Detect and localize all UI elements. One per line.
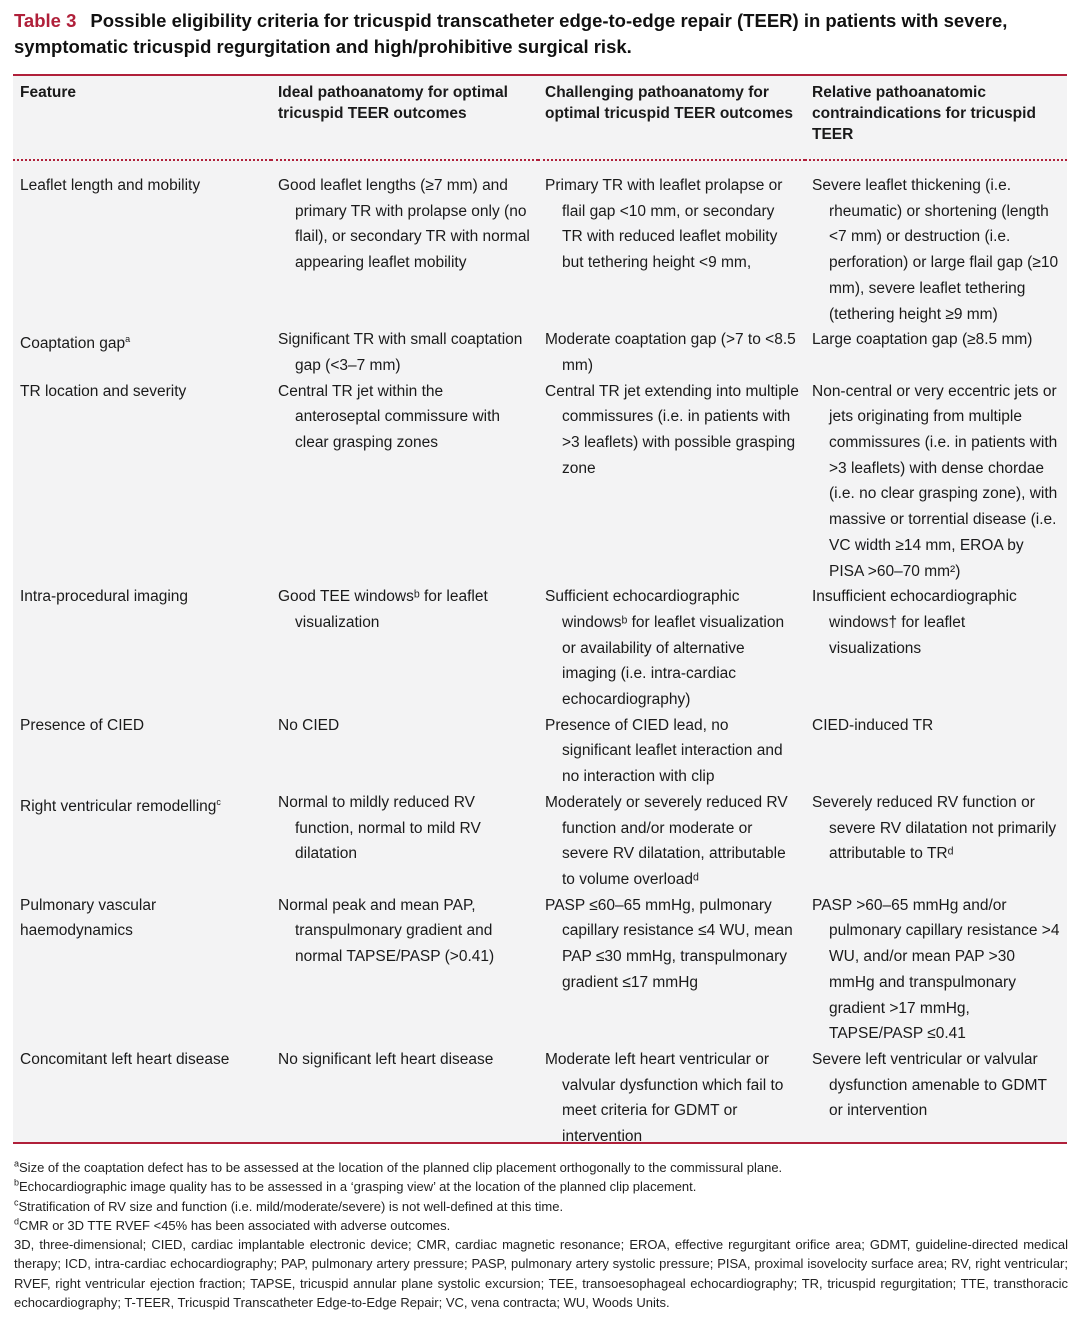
challenging-cell: Moderately or severely reduced RV function and/or moderate or severe RV dilatation, attributable to volume overloadᵈ <box>545 793 788 888</box>
ideal-cell: No CIED <box>278 716 340 734</box>
footnote: $^d$CMR or 3D TTE RVEF <45% has been associated with adverse outcomes. <box>14 1216 451 1233</box>
table-row <box>13 379 1067 585</box>
footnote: $^b$Echocardiographic image quality has to be assessed in a ‘grasping view’ at the location of the planned clip placement. <box>14 1177 697 1195</box>
criteria-table-container <box>13 74 1067 1144</box>
contra-cell: Severe left ventricular or valvular dysfunction amenable to GDMT or intervention <box>812 1050 1047 1120</box>
header-ideal: Ideal pathoanatomy for optimal tricuspid TEER outcomes <box>271 76 538 160</box>
footnote: $^c$Stratification of RV size and function (i.e. mild/moderate/severe) is not well-defined at this time. <box>14 1197 564 1214</box>
table-row <box>13 790 1067 893</box>
table-row <box>13 327 1067 378</box>
footnote: $^a$Size of the coaptation defect has to be assessed at the location of the planned clip placement orthogonally to the commissural plane. <box>14 1158 783 1175</box>
contra-cell: Non-central or very eccentric jets or jets originating from multiple commissures (i.e. in patients with >3 leaflets) with dense chordae (i.e. no clear grasping zone), with massive or torrential disease (i.e. VC width ≥14 mm, EROA by PISA >60–70 mm²) <box>812 382 1058 580</box>
table-caption <box>14 8 1066 60</box>
contra-cell: Severe leaflet thickening (i.e. rheumatic) or shortening (length <7 mm) or destruction (i.e. perforation) or large flail gap (≥10 mm), severe leaflet tethering (tethering height ≥9 mm) <box>812 177 1059 323</box>
ideal-cell: Good leaflet lengths (≥7 mm) and primary TR with prolapse only (no flail), or secondary TR with normal appearing leaflet mobility <box>278 177 530 272</box>
feature-cell: TR location and severity <box>20 382 187 400</box>
criteria-table <box>13 76 1067 1150</box>
feature-cell: Coaptation gap$^a$ <box>20 334 131 353</box>
abbreviations: 3D, three-dimensional; CIED, cardiac implantable electronic device; CMR, cardiac magnetic resonance; EROA, effective regurgitant orifice area; GDMT, guideline-directed medical therapy; ICD, intra-cardiac echocardiography; PAP, pulmonary artery pressure; PASP, pulmonary artery systolic pressure; PISA, proximal isovelocity surface area; RV, right ventricular; RVEF, right ventricular ejection fraction; TAPSE, tricuspid annular plane systolic excursion; TEE, transoesophageal echocardiography; TR, tricuspid regurgitation; TTE, transthoracic echocardiography; T-TEER, Tricuspid Transcatheter Edge-to-Edge Repair; VC, vena contracta; WU, Woods Units. <box>14 1237 1068 1311</box>
feature-cell: Right ventricular remodelling$^c$ <box>20 796 221 816</box>
table-title: Possible eligibility criteria for tricuspid transcatheter edge-to-edge repair (TEER) in patients with severe, symptomatic tricuspid regurgitation and high/prohibitive surgical risk. <box>14 10 1008 57</box>
table-row <box>13 1047 1067 1150</box>
header-challenging: Challenging pathoanatomy for optimal tricuspid TEER outcomes <box>538 76 805 160</box>
ideal-cell: Significant TR with small coaptation gap (<3–7 mm) <box>278 331 523 374</box>
contra-cell: Severely reduced RV function or severe RV dilatation not primarily attributable to TRᵈ <box>812 793 1057 863</box>
feature-cell: Concomitant left heart disease <box>20 1050 230 1068</box>
table-footnotes <box>14 1158 1068 1312</box>
feature-cell: Intra-procedural imaging <box>20 588 189 606</box>
challenging-cell: Primary TR with leaflet prolapse or flail gap <10 mm, or secondary TR with reduced leaflet mobility but tethering height <9 mm, <box>545 177 783 272</box>
ideal-cell: Normal peak and mean PAP, transpulmonary gradient and normal TAPSE/PASP (>0.41) <box>278 896 495 966</box>
challenging-cell: Moderate left heart ventricular or valvular dysfunction which fail to meet criteria for GDMT or intervention <box>545 1050 784 1146</box>
table-row <box>13 893 1067 1047</box>
challenging-cell: Sufficient echocardiographic windowsᵇ for leaflet visualization or availability of alternative imaging (i.e. intra-cardiac echocardiography) <box>545 588 785 709</box>
ideal-cell: Central TR jet within the anteroseptal commissure with clear grasping zones <box>278 382 501 452</box>
ideal-cell: Normal to mildly reduced RV function, normal to mild RV dilatation <box>278 793 481 863</box>
feature-cell: Leaflet length and mobility <box>20 177 201 194</box>
header-feature: Feature <box>13 76 271 160</box>
feature-cell: Pulmonary vascular haemodynamics <box>20 896 157 940</box>
table-row <box>13 713 1067 790</box>
contra-cell: PASP >60–65 mmHg and/or pulmonary capillary resistance >4 WU, and/or mean PAP >30 mmHg and transpulmonary gradient >17 mmHg, TAPSE/PASP ≤0.41 <box>812 896 1060 1043</box>
contra-cell: CIED-induced TR <box>812 716 934 734</box>
ideal-cell: Good TEE windowsᵇ for leaflet visualization <box>278 588 488 631</box>
contra-cell: Insufficient echocardiographic windows† for leaflet visualizations <box>812 588 1017 657</box>
challenging-cell: Presence of CIED lead, no significant leaflet interaction and no interaction with clip <box>545 716 783 786</box>
table-row <box>13 584 1067 713</box>
feature-cell: Presence of CIED <box>20 716 145 734</box>
header-contraindications: Relative pathoanatomic contraindications for tricuspid TEER <box>805 76 1067 160</box>
footnote-mark: c <box>216 796 221 807</box>
challenging-cell: Central TR jet extending into multiple commissures (i.e. in patients with >3 leaflets) with possible grasping zone <box>545 382 799 477</box>
table-row <box>13 160 1067 327</box>
ideal-cell: No significant left heart disease <box>278 1050 494 1068</box>
table-label: Table 3 <box>14 10 77 31</box>
footnote-mark: a <box>125 334 131 345</box>
challenging-cell: Moderate coaptation gap (>7 to <8.5 mm) <box>545 331 796 374</box>
header-row <box>13 76 1067 160</box>
contra-cell: Large coaptation gap (≥8.5 mm) <box>812 331 1033 349</box>
challenging-cell: PASP ≤60–65 mmHg, pulmonary capillary resistance ≤4 WU, mean PAP ≤30 mmHg, transpulmonary gradient ≤17 mmHg <box>545 896 793 991</box>
